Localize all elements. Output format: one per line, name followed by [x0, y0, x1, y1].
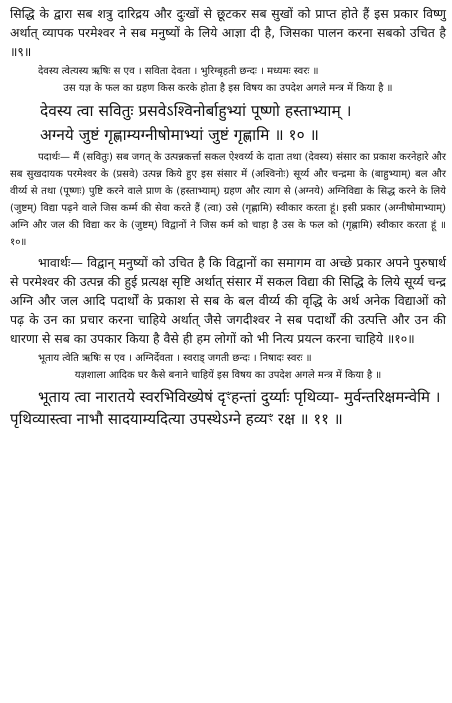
- mantra-10-line-2: अग्नये जुष्टं गृह्णाम्यग्नीषोमाभ्यां जुष्टं गृह्णामि ॥ १० ॥: [40, 126, 319, 144]
- mantra-10-line-1: देवस्य त्वा सवितुः प्रसवेऽश्विनोर्बाहुभ्यां पूष्णो हस्ताभ्याम् ।: [40, 102, 352, 120]
- mantra-10-meta: देवस्य त्वेत्यस्य ऋषिः स एव । सविता देवता । भुरिग्बृहती छन्दः । मध्यमः स्वरः ॥: [38, 66, 319, 77]
- mantra-11-intro: यज्ञशाला आदिक घर कैसे बनाने चाहियें इस विषय का उपदेश अगले मन्त्र में किया है ॥: [74, 370, 382, 381]
- previous-bhavartha-ending: सिद्धि के द्वारा सब शत्रु दारिद्रय और दुःखों से छूटकर सब सुखों को प्राप्त होते हैं इस प्रकार विष्णु अर्थात् व्यापक परमेश्वर ने सब मनुष्यों के लिये आज्ञा दी है, जिसका पालन करना सबको उचित है ॥९॥: [10, 6, 446, 59]
- bhavartha-10: भावार्थः— विद्वान् मनुष्यों को उचित है कि विद्वानों का समागम वा अच्छे प्रकार अपने पुरुषार्थ से परमेश्वर की उत्पन्न की हुई प्रत्यक्ष सृष्टि अर्थात् संसार में सकल विद्या की सिद्धि के लिये सूर्य्य चन्द्र अग्नि और जल आदि पदार्थों के प्रकाश से सब के बल वीर्य्य की वृद्धि के अर्थ अनेक विद्याओं को पढ़ के उन का प्रचार करना चाहिये अर्थात् जैसे जगदीश्वर ने सब पदार्थों की उत्पत्ति और उन की धारणा से सब का उपकार किया है वैसे ही हम लोगों को भी नित्य प्रयत्न करना चाहिये ॥१०॥: [10, 255, 446, 346]
- mantra-11-meta: भूताय त्वेति ऋषिः स एव । अग्निर्देवता । स्वराड् जगती छन्दः । निषादः स्वरः ॥: [38, 353, 312, 364]
- mantra-11-text: भूताय त्वा नारातये स्वरभिविख्येषं दृꣳहन्तां दुर्य्याः पृथिव्या- मुर्वन्तरिक्षमन्वेमि । पृथिव्यास्त्वा नाभौ सादयाम्यदित्या उपस्थेऽग्ने हव्यꣳ रक्ष ॥ ११ ॥: [10, 388, 441, 428]
- padartha-10: पदार्थः— मैं (सवितुः) सब जगत् के उत्पन्नकर्त्ता सकल ऐश्वर्य्य के दाता तथा (देवस्य) संसार का प्रकाश करनेहारे और सब सुखदायक परमेश्वर के (प्रसवे) उत्पन्न किये हुए इस संसार में (अश्विनोः) सूर्य्य और चन्द्रमा के (बाहुभ्याम्) बल और वीर्य्य से तथा (पूष्णः) पुष्टि करने वाले प्राण के (हस्ताभ्याम्) ग्रहण और त्याग से (अग्नये) अग्निविद्या के सिद्ध करने के लिये (जुष्टम्) विद्या पढ़ने वाले जिस कर्म्म की सेवा करते हैं (त्वा) उसे (गृह्णामि) स्वीकार करता हूं। इसी प्रकार (अग्नीषोमाभ्याम्) अग्नि और जल की विद्या कर के (जुष्टम्) विद्वानों ने जिस कर्म को चाहा है उस के फल को (गृह्णामि) स्वीकार करता हूं ॥१०॥: [10, 152, 446, 248]
- mantra-10-intro: उस यज्ञ के फल का ग्रहण किस करके होता है इस विषय का उपदेश अगले मन्त्र में किया है ॥: [63, 83, 393, 94]
